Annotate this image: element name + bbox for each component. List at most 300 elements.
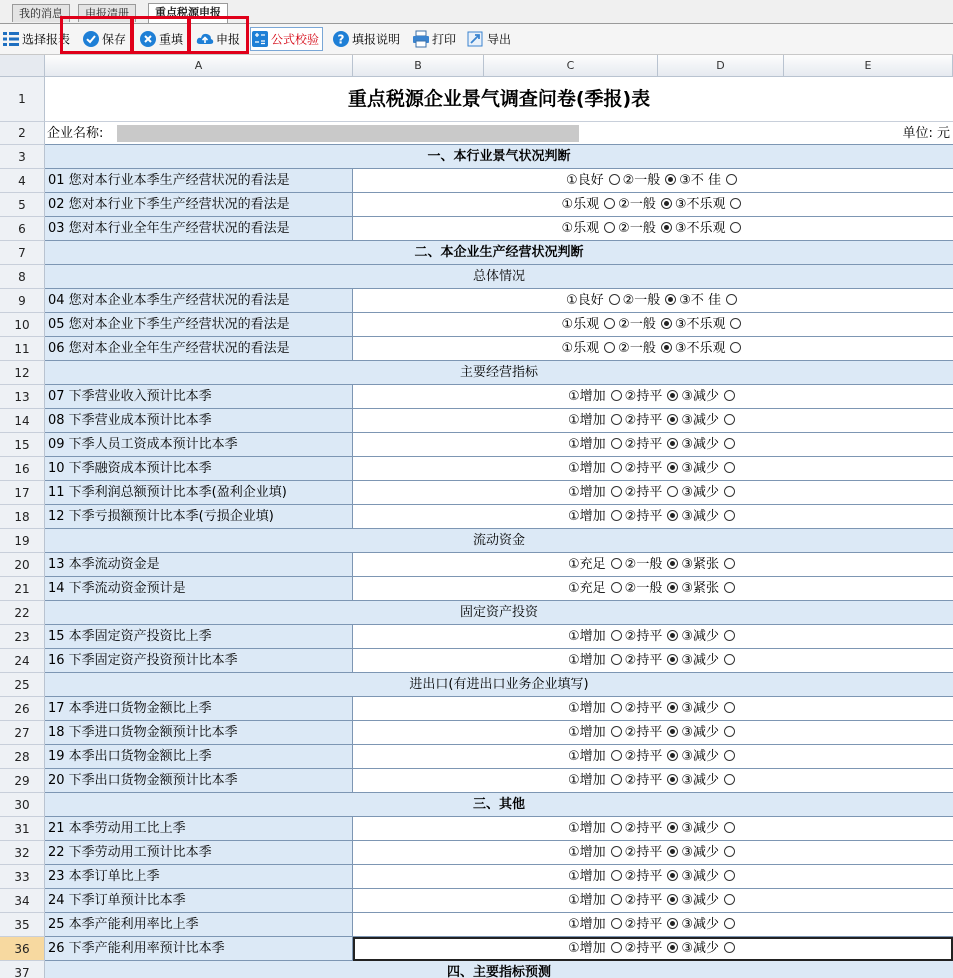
radio-button[interactable] xyxy=(730,222,741,233)
question-label: 05 您对本企业下季生产经营状况的看法是 xyxy=(45,313,353,337)
option-label[interactable]: ①增加 xyxy=(568,941,606,956)
answer-options xyxy=(353,937,953,961)
question-row xyxy=(45,649,953,673)
question-row xyxy=(45,937,953,961)
radio-button-selected[interactable] xyxy=(661,198,672,209)
option-label[interactable]: ③减少 xyxy=(681,461,719,476)
row-header[interactable]: 8 xyxy=(0,265,45,289)
row-header[interactable]: 33 xyxy=(0,865,45,889)
question-row xyxy=(45,553,953,577)
question-row xyxy=(45,697,953,721)
radio-button[interactable] xyxy=(611,846,622,857)
row-header[interactable]: 15 xyxy=(0,433,45,457)
option-label[interactable]: ③不乐观 xyxy=(674,317,726,332)
option-label[interactable]: ③减少 xyxy=(681,653,719,668)
radio-button[interactable] xyxy=(609,294,620,305)
radio-button[interactable] xyxy=(611,894,622,905)
question-row xyxy=(45,433,953,457)
radio-button[interactable] xyxy=(611,654,622,665)
grid-corner[interactable] xyxy=(0,55,45,77)
row-header[interactable]: 30 xyxy=(0,793,45,817)
question-label: 15 本季固定资产投资比上季 xyxy=(45,625,353,649)
radio-button-selected[interactable] xyxy=(667,462,678,473)
option-label[interactable]: ③不 佳 xyxy=(679,173,722,188)
section-row xyxy=(45,961,953,978)
radio-button[interactable] xyxy=(609,174,620,185)
option-label[interactable]: ③减少 xyxy=(681,389,719,404)
help-label: 填报说明 xyxy=(352,32,401,47)
option-label[interactable]: ①乐观 xyxy=(561,341,600,356)
row-header[interactable]: 29 xyxy=(0,769,45,793)
option-label[interactable]: ①增加 xyxy=(568,413,606,428)
radio-button[interactable] xyxy=(611,438,622,449)
radio-button[interactable] xyxy=(724,390,735,401)
question-label: 03 您对本行业全年生产经营状况的看法是 xyxy=(45,217,353,241)
section-title: 固定资产投资 xyxy=(45,601,953,625)
option-label[interactable]: ②持平 xyxy=(624,893,663,908)
radio-button[interactable] xyxy=(726,174,737,185)
row-header[interactable]: 14 xyxy=(0,409,45,433)
calculator-icon xyxy=(251,30,269,48)
row-header[interactable]: 20 xyxy=(0,553,45,577)
section-row xyxy=(45,265,953,289)
radio-button[interactable] xyxy=(724,870,735,881)
section-row xyxy=(45,145,953,169)
row-header[interactable]: 37 xyxy=(0,961,45,978)
option-label[interactable]: ③减少 xyxy=(681,845,719,860)
option-label[interactable]: ③减少 xyxy=(681,725,719,740)
answer-options xyxy=(353,169,953,193)
question-label: 23 本季订单比上季 xyxy=(45,865,353,889)
option-label[interactable]: ②持平 xyxy=(624,389,663,404)
option-label[interactable]: ②一般 xyxy=(618,317,656,332)
radio-button[interactable] xyxy=(724,582,735,593)
question-label: 08 下季营业成本预计比本季 xyxy=(45,409,353,433)
option-label[interactable]: ①乐观 xyxy=(561,197,600,212)
answer-options xyxy=(353,313,953,337)
row-header[interactable]: 3 xyxy=(0,145,45,169)
section-row xyxy=(45,601,953,625)
row-header[interactable]: 9 xyxy=(0,289,45,313)
radio-button-selected[interactable] xyxy=(667,558,678,569)
option-label[interactable]: ③减少 xyxy=(681,821,719,836)
radio-button[interactable] xyxy=(724,630,735,641)
radio-button[interactable] xyxy=(611,510,622,521)
tab-key-tax-source[interactable]: 重点税源申报 xyxy=(148,3,228,23)
question-label: 10 下季融资成本预计比本季 xyxy=(45,457,353,481)
radio-button-selected[interactable] xyxy=(667,894,678,905)
row-header[interactable]: 27 xyxy=(0,721,45,745)
row-header[interactable]: 1 xyxy=(0,77,45,122)
print-label: 打印 xyxy=(432,32,457,47)
question-row xyxy=(45,841,953,865)
question-label: 09 下季人员工资成本预计比本季 xyxy=(45,433,353,457)
radio-button[interactable] xyxy=(730,318,741,329)
highlight-box-reset xyxy=(130,16,191,54)
option-label[interactable]: ③减少 xyxy=(681,749,719,764)
column-header-e[interactable]: E xyxy=(784,55,953,77)
radio-button[interactable] xyxy=(611,822,622,833)
radio-button-selected[interactable] xyxy=(667,774,678,785)
radio-button-selected[interactable] xyxy=(667,654,678,665)
company-name-field[interactable] xyxy=(117,125,579,142)
option-label[interactable]: ②持平 xyxy=(624,917,663,932)
question-row xyxy=(45,769,953,793)
radio-button-selected[interactable] xyxy=(667,510,678,521)
option-label[interactable]: ②持平 xyxy=(624,869,663,884)
section-title: 总体情况 xyxy=(45,265,953,289)
question-row xyxy=(45,817,953,841)
radio-button[interactable] xyxy=(604,222,615,233)
radio-button-selected[interactable] xyxy=(661,222,672,233)
radio-button[interactable] xyxy=(724,894,735,905)
option-label[interactable]: ③减少 xyxy=(681,701,719,716)
option-label[interactable]: ②一般 xyxy=(624,581,663,596)
radio-button[interactable] xyxy=(604,318,615,329)
section-title: 进出口(有进出口业务企业填写) xyxy=(45,673,953,697)
radio-button[interactable] xyxy=(724,558,735,569)
option-label[interactable]: ③减少 xyxy=(681,773,719,788)
option-label[interactable]: ③紧张 xyxy=(681,581,719,596)
column-header-b[interactable]: B xyxy=(353,55,484,77)
list-grid-icon xyxy=(2,30,20,48)
radio-button[interactable] xyxy=(730,342,741,353)
question-label: 04 您对本企业本季生产经营状况的看法是 xyxy=(45,289,353,313)
option-label[interactable]: ①增加 xyxy=(568,629,606,644)
radio-button-selected[interactable] xyxy=(661,342,672,353)
option-label[interactable]: ②一般 xyxy=(618,197,656,212)
option-label[interactable]: ③不乐观 xyxy=(674,341,726,356)
answer-options xyxy=(353,865,953,889)
option-label[interactable]: ①增加 xyxy=(568,485,606,500)
section-row xyxy=(45,529,953,553)
answer-options xyxy=(353,913,953,937)
highlight-box-declare xyxy=(187,16,249,54)
radio-button-selected[interactable] xyxy=(667,630,678,641)
radio-button-selected[interactable] xyxy=(667,390,678,401)
option-label[interactable]: ①增加 xyxy=(568,725,606,740)
title-row xyxy=(45,77,953,122)
radio-button[interactable] xyxy=(611,942,622,953)
radio-button[interactable] xyxy=(611,870,622,881)
row-header[interactable]: 34 xyxy=(0,889,45,913)
option-label[interactable]: ①增加 xyxy=(568,821,606,836)
question-row xyxy=(45,457,953,481)
question-row xyxy=(45,169,953,193)
radio-button[interactable] xyxy=(611,558,622,569)
option-label[interactable]: ①充足 xyxy=(568,557,606,572)
row-header[interactable]: 19 xyxy=(0,529,45,553)
option-label[interactable]: ②一般 xyxy=(622,293,661,308)
svg-text:?: ? xyxy=(337,32,345,46)
option-label[interactable]: ②一般 xyxy=(618,221,656,236)
help-button[interactable] xyxy=(332,28,400,50)
option-label[interactable]: ③不 佳 xyxy=(679,293,722,308)
row-header[interactable]: 21 xyxy=(0,577,45,601)
option-label[interactable]: ③减少 xyxy=(681,629,719,644)
question-label: 06 您对本企业全年生产经营状况的看法是 xyxy=(45,337,353,361)
option-label[interactable]: ②持平 xyxy=(624,509,663,524)
row-header[interactable]: 35 xyxy=(0,913,45,937)
answer-options xyxy=(353,337,953,361)
radio-button-selected[interactable] xyxy=(667,414,678,425)
radio-button[interactable] xyxy=(611,702,622,713)
option-label[interactable]: ③减少 xyxy=(681,509,719,524)
option-label[interactable]: ①增加 xyxy=(568,701,606,716)
question-row xyxy=(45,385,953,409)
row-header[interactable]: 16 xyxy=(0,457,45,481)
option-label[interactable]: ①充足 xyxy=(568,581,606,596)
option-label[interactable]: ①增加 xyxy=(568,437,606,452)
radio-button-selected[interactable] xyxy=(667,726,678,737)
question-row xyxy=(45,913,953,937)
question-row xyxy=(45,577,953,601)
question-label: 17 本季进口货物金额比上季 xyxy=(45,697,353,721)
option-label[interactable]: ②持平 xyxy=(624,437,663,452)
row-header[interactable]: 13 xyxy=(0,385,45,409)
radio-button-selected[interactable] xyxy=(667,438,678,449)
radio-button[interactable] xyxy=(724,726,735,737)
export-button[interactable] xyxy=(467,28,511,50)
export-label: 导出 xyxy=(487,32,512,47)
radio-button[interactable] xyxy=(604,342,615,353)
radio-button[interactable] xyxy=(611,726,622,737)
answer-options xyxy=(353,649,953,673)
radio-button[interactable] xyxy=(724,750,735,761)
option-label[interactable]: ②一般 xyxy=(618,341,656,356)
radio-button[interactable] xyxy=(724,654,735,665)
answer-options xyxy=(353,505,953,529)
question-row xyxy=(45,889,953,913)
radio-button-selected[interactable] xyxy=(667,750,678,761)
option-label[interactable]: ①良好 xyxy=(565,293,604,308)
question-row xyxy=(45,193,953,217)
row-header[interactable]: 32 xyxy=(0,841,45,865)
option-label[interactable]: ③减少 xyxy=(681,893,719,908)
option-label[interactable]: ①增加 xyxy=(568,773,606,788)
row-header[interactable]: 18 xyxy=(0,505,45,529)
answer-options xyxy=(353,625,953,649)
radio-button[interactable] xyxy=(611,918,622,929)
section-title: 二、本企业生产经营状况判断 xyxy=(45,241,953,265)
radio-button[interactable] xyxy=(611,390,622,401)
section-title: 三、其他 xyxy=(45,793,953,817)
radio-button[interactable] xyxy=(726,294,737,305)
radio-button[interactable] xyxy=(724,414,735,425)
answer-options xyxy=(353,433,953,457)
radio-button[interactable] xyxy=(724,462,735,473)
answer-options xyxy=(353,553,953,577)
radio-button-selected[interactable] xyxy=(667,822,678,833)
save-label: 保存 xyxy=(102,32,127,47)
option-label[interactable]: ②持平 xyxy=(624,653,663,668)
option-label[interactable]: ②持平 xyxy=(624,461,663,476)
question-row xyxy=(45,409,953,433)
radio-button-selected[interactable] xyxy=(667,870,678,881)
question-row xyxy=(45,745,953,769)
question-label: 25 本季产能利用率比上季 xyxy=(45,913,353,937)
radio-button[interactable] xyxy=(611,462,622,473)
radio-button[interactable] xyxy=(604,198,615,209)
formula-check-button[interactable] xyxy=(250,27,323,51)
option-label[interactable]: ③减少 xyxy=(681,869,719,884)
row-header[interactable]: 28 xyxy=(0,745,45,769)
option-label[interactable]: ①增加 xyxy=(568,389,606,404)
question-row xyxy=(45,505,953,529)
option-label[interactable]: ②持平 xyxy=(624,845,663,860)
column-header-d[interactable]: D xyxy=(658,55,784,77)
radio-button[interactable] xyxy=(724,774,735,785)
printer-icon xyxy=(412,30,430,48)
export-icon xyxy=(467,30,485,48)
radio-button-selected[interactable] xyxy=(665,174,676,185)
row-header[interactable]: 6 xyxy=(0,217,45,241)
option-label[interactable]: ②持平 xyxy=(624,629,663,644)
radio-button[interactable] xyxy=(611,414,622,425)
question-row xyxy=(45,313,953,337)
radio-button[interactable] xyxy=(611,486,622,497)
option-label[interactable]: ①增加 xyxy=(568,893,606,908)
column-header-a[interactable]: A xyxy=(45,55,353,77)
answer-options xyxy=(353,457,953,481)
option-label[interactable]: ①乐观 xyxy=(561,221,600,236)
option-label[interactable]: ②持平 xyxy=(624,773,663,788)
radio-button[interactable] xyxy=(611,774,622,785)
question-label: 11 下季利润总额预计比本季(盈利企业填) xyxy=(45,481,353,505)
row-header[interactable]: 12 xyxy=(0,361,45,385)
declare-label: 申报 xyxy=(216,32,241,47)
option-label[interactable]: ①增加 xyxy=(568,749,606,764)
section-row xyxy=(45,241,953,265)
question-label: 20 下季出口货物金额预计比本季 xyxy=(45,769,353,793)
option-label[interactable]: ③减少 xyxy=(681,437,719,452)
option-label[interactable]: ①增加 xyxy=(568,917,606,932)
row-header[interactable]: 17 xyxy=(0,481,45,505)
question-label: 13 本季流动资金是 xyxy=(45,553,353,577)
row-header[interactable]: 7 xyxy=(0,241,45,265)
tab-declaration-list[interactable]: 申报清册 xyxy=(78,4,136,22)
tab-my-messages[interactable]: 我的消息 xyxy=(12,4,70,22)
option-label[interactable]: ①增加 xyxy=(568,461,606,476)
option-label[interactable]: ②一般 xyxy=(624,557,663,572)
radio-button[interactable] xyxy=(611,750,622,761)
option-label[interactable]: ②持平 xyxy=(624,485,663,500)
option-label[interactable]: ②持平 xyxy=(624,725,663,740)
option-label[interactable]: ③减少 xyxy=(681,413,719,428)
answer-options xyxy=(353,841,953,865)
section-title: 四、主要指标预测 xyxy=(45,961,953,978)
row-header[interactable]: 10 xyxy=(0,313,45,337)
option-label[interactable]: ①增加 xyxy=(568,509,606,524)
radio-button[interactable] xyxy=(724,702,735,713)
row-header[interactable]: 5 xyxy=(0,193,45,217)
option-label[interactable]: ①增加 xyxy=(568,869,606,884)
answer-options xyxy=(353,889,953,913)
radio-button[interactable] xyxy=(667,486,678,497)
option-label[interactable]: ②一般 xyxy=(622,173,661,188)
radio-button-selected[interactable] xyxy=(661,318,672,329)
radio-button[interactable] xyxy=(724,846,735,857)
option-label[interactable]: ②持平 xyxy=(624,821,663,836)
question-row xyxy=(45,721,953,745)
answer-options xyxy=(353,721,953,745)
question-label: 07 下季营业收入预计比本季 xyxy=(45,385,353,409)
radio-button-selected[interactable] xyxy=(667,942,678,953)
row-header[interactable]: 2 xyxy=(0,122,45,145)
option-label[interactable]: ②持平 xyxy=(624,749,663,764)
radio-button[interactable] xyxy=(611,630,622,641)
option-label[interactable]: ①乐观 xyxy=(561,317,600,332)
row-header[interactable]: 4 xyxy=(0,169,45,193)
radio-button[interactable] xyxy=(724,822,735,833)
section-row xyxy=(45,361,953,385)
radio-button[interactable] xyxy=(724,942,735,953)
radio-button-selected[interactable] xyxy=(667,702,678,713)
question-label: 22 下季劳动用工预计比本季 xyxy=(45,841,353,865)
row-header[interactable]: 31 xyxy=(0,817,45,841)
option-label[interactable]: ③不乐观 xyxy=(674,221,726,236)
radio-button[interactable] xyxy=(730,198,741,209)
row-header[interactable]: 26 xyxy=(0,697,45,721)
question-label: 02 您对本行业下季生产经营状况的看法是 xyxy=(45,193,353,217)
option-label[interactable]: ③减少 xyxy=(681,485,719,500)
answer-options xyxy=(353,385,953,409)
option-label[interactable]: ①增加 xyxy=(568,845,606,860)
radio-button[interactable] xyxy=(724,438,735,449)
option-label[interactable]: ①增加 xyxy=(568,653,606,668)
row-header[interactable]: 24 xyxy=(0,649,45,673)
row-header[interactable]: 11 xyxy=(0,337,45,361)
question-label: 14 下季流动资金预计是 xyxy=(45,577,353,601)
question-row xyxy=(45,865,953,889)
question-label: 19 本季出口货物金额比上季 xyxy=(45,745,353,769)
print-button[interactable] xyxy=(412,28,456,50)
question-label: 01 您对本行业本季生产经营状况的看法是 xyxy=(45,169,353,193)
radio-button-selected[interactable] xyxy=(665,294,676,305)
answer-options xyxy=(353,217,953,241)
question-row xyxy=(45,337,953,361)
option-label[interactable]: ③减少 xyxy=(681,917,719,932)
radio-button[interactable] xyxy=(611,582,622,593)
highlight-box-save xyxy=(60,16,134,54)
option-label[interactable]: ③紧张 xyxy=(681,557,719,572)
option-label[interactable]: ②持平 xyxy=(624,701,663,716)
radio-button-selected[interactable] xyxy=(667,846,678,857)
radio-button-selected[interactable] xyxy=(667,918,678,929)
answer-options xyxy=(353,817,953,841)
radio-button[interactable] xyxy=(724,918,735,929)
spreadsheet-grid xyxy=(0,55,953,978)
column-header-c[interactable]: C xyxy=(484,55,658,77)
option-label[interactable]: ③减少 xyxy=(681,941,719,956)
option-label[interactable]: ①良好 xyxy=(565,173,604,188)
option-label[interactable]: ②持平 xyxy=(624,941,663,956)
formula-check-label: 公式校验 xyxy=(271,32,320,47)
row-header[interactable]: 25 xyxy=(0,673,45,697)
question-label: 18 下季进口货物金额预计比本季 xyxy=(45,721,353,745)
row-header[interactable]: 23 xyxy=(0,625,45,649)
row-header[interactable]: 22 xyxy=(0,601,45,625)
radio-button[interactable] xyxy=(724,510,735,521)
row-header[interactable]: 36 xyxy=(0,937,45,961)
section-row xyxy=(45,793,953,817)
radio-button[interactable] xyxy=(724,486,735,497)
radio-button-selected[interactable] xyxy=(667,582,678,593)
answer-options xyxy=(353,697,953,721)
option-label[interactable]: ②持平 xyxy=(624,413,663,428)
option-label[interactable]: ③不乐观 xyxy=(674,197,726,212)
answer-options xyxy=(353,769,953,793)
